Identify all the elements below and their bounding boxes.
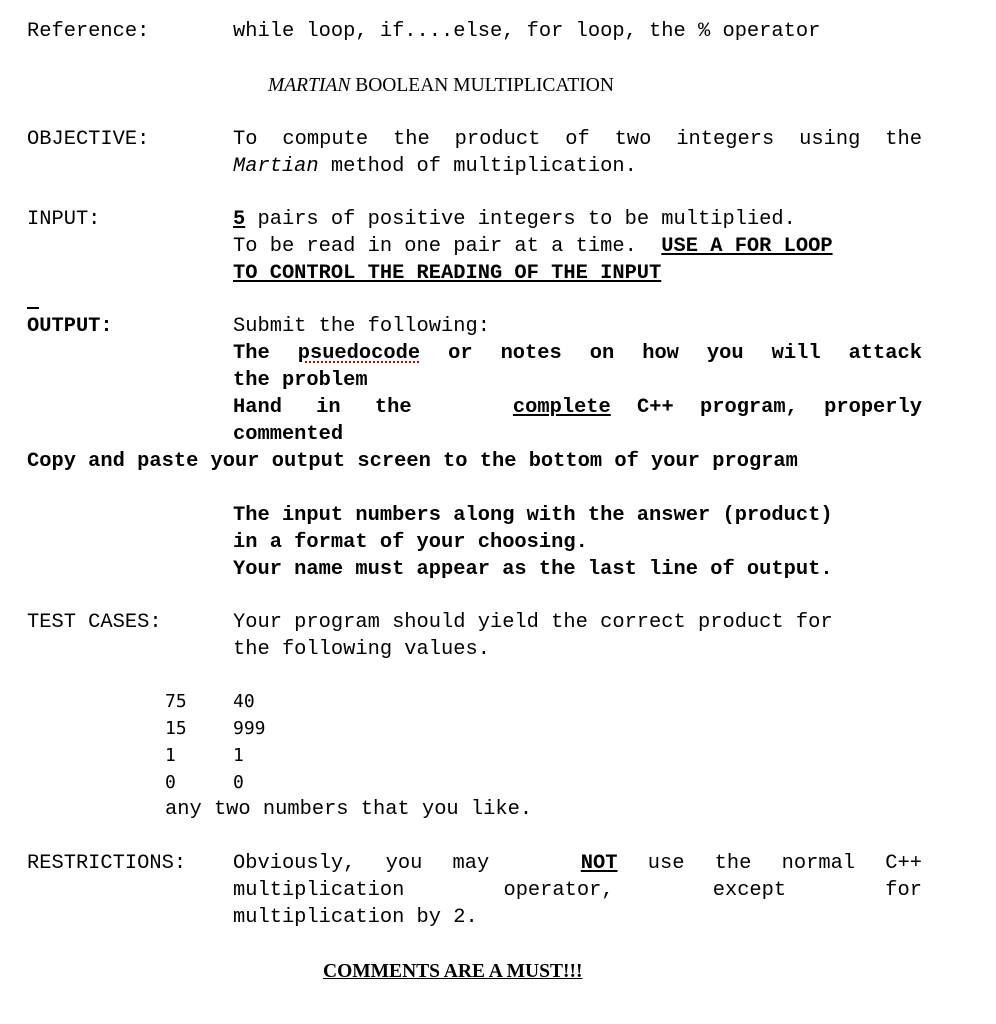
objective-label: OBJECTIVE: <box>27 128 150 151</box>
restrictions-post: use the normal C++ <box>617 852 922 875</box>
restrictions-line3: multiplication by 2. <box>233 906 478 929</box>
input-line2 <box>233 237 833 257</box>
output-pseudo-post: or notes on how you will attack <box>420 342 922 365</box>
restrictions-not: NOT <box>580 852 618 875</box>
restrictions-label: RESTRICTIONS: <box>27 852 187 875</box>
output-pseudo-word: psuedocode <box>297 342 421 365</box>
output-hand-in-text: Hand in the <box>233 396 412 419</box>
objective-line2 <box>233 157 637 177</box>
output-pseudo-line2: the problem <box>233 369 368 392</box>
input-line1-rest: pairs of positive integers to be multiplied. <box>245 208 796 231</box>
test-pair-b: 999 <box>233 718 266 739</box>
output-inputs-line2: in a format of your choosing. <box>233 531 588 554</box>
test-cases-line1: Your program should yield the correct product for <box>233 611 833 634</box>
objective-line2-rest: method of multiplication. <box>318 155 637 178</box>
objective-martian: Martian <box>233 155 319 178</box>
reference-label: Reference: <box>27 20 150 43</box>
objective-line1: To compute the product of two integers using the <box>233 128 922 151</box>
test-pair-b: 0 <box>233 772 244 793</box>
output-pseudo-pre: The <box>233 342 298 365</box>
input-line2-plain: To be read in one pair at a time. <box>233 235 662 258</box>
input-count: 5 <box>233 208 246 231</box>
input-line3: TO CONTROL THE READING OF THE INPUT <box>233 262 662 285</box>
restrictions-line1 <box>233 854 922 874</box>
output-name-line: Your name must appear as the last line of output. <box>233 558 833 581</box>
test-cases-label: TEST CASES: <box>27 611 162 634</box>
output-complete: complete <box>512 396 611 419</box>
title-rest: BOOLEAN MULTIPLICATION <box>350 75 614 96</box>
test-cases-line2: the following values. <box>233 638 490 661</box>
page-title <box>268 76 614 96</box>
output-commented: commented <box>233 423 344 446</box>
output-hand-in <box>233 398 922 418</box>
output-inputs-line1: The input numbers along with the answer (product) <box>233 504 833 527</box>
test-cases-any: any two numbers that you like. <box>165 798 533 821</box>
test-pair-a: 0 <box>165 772 176 793</box>
input-for-loop: USE A FOR LOOP <box>661 235 833 258</box>
output-pseudo-line <box>233 344 922 364</box>
output-label: OUTPUT: <box>27 315 113 338</box>
input-label: INPUT: <box>27 208 101 231</box>
test-pair-a: 75 <box>165 691 187 712</box>
test-pair-b: 40 <box>233 691 255 712</box>
reference-text: while loop, if....else, for loop, the % operator <box>233 20 821 43</box>
test-pair-b: 1 <box>233 745 244 766</box>
output-submit: Submit the following: <box>233 315 490 338</box>
test-pair-a: 1 <box>165 745 176 766</box>
restrictions-pre: Obviously, you may <box>233 852 490 875</box>
output-hand-rest: C++ program, properly <box>610 396 922 419</box>
input-line1 <box>233 210 922 230</box>
restrictions-line2: multiplication operator, except for <box>233 879 922 902</box>
comments-must: COMMENTS ARE A MUST!!! <box>323 961 583 982</box>
title-italic: MARTIAN <box>268 75 351 96</box>
output-copy-paste: Copy and paste your output screen to the bottom of your program <box>27 450 798 473</box>
test-pair-a: 15 <box>165 718 187 739</box>
output-marker <box>27 307 39 309</box>
